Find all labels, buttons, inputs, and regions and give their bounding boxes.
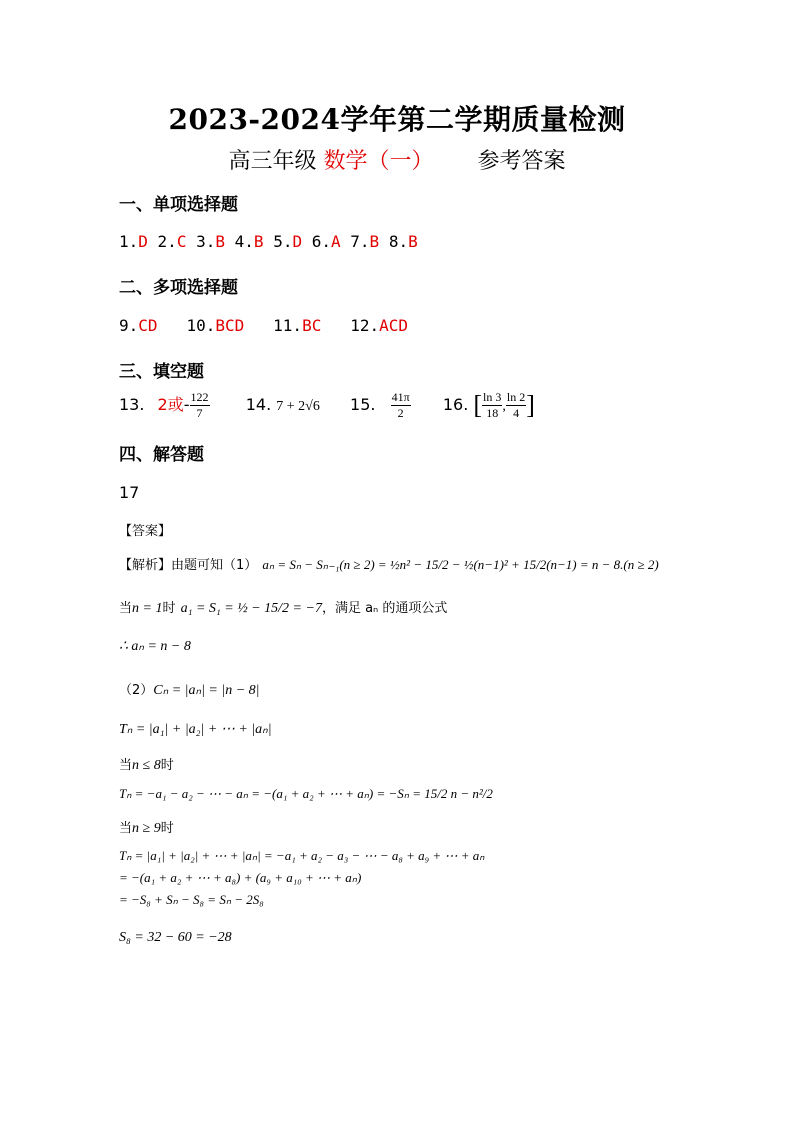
answer-key-label: 参考答案 <box>477 149 566 174</box>
q-num: 8. <box>388 232 409 251</box>
q-num: 2. <box>157 232 177 251</box>
q-answer: BC <box>302 316 322 335</box>
q13-num: 13. <box>119 395 145 414</box>
q13-answer: 2或 <box>157 395 184 414</box>
analysis-line-6: 当n ≤ 8时 <box>119 758 174 773</box>
q-answer: B <box>408 232 418 251</box>
q15-num: 15. <box>350 395 376 414</box>
analysis-line-10: = −(a₁ + a₂ + ⋯ + a₈) + (a₉ + a₁₀ + ⋯ + aₙ) <box>119 870 362 885</box>
section-solution: 四、解答题 <box>119 445 204 465</box>
analysis-line-7: Tₙ = −a₁ − a₂ − ⋯ − aₙ = −(a₁ + a₂ + ⋯ + aₙ) = −Sₙ = 15/2 n − n²/2 <box>119 786 493 801</box>
analysis-line-3: ∴ aₙ = n − 8 <box>119 639 191 654</box>
answer-label: 【答案】 <box>119 524 172 539</box>
q-num: 1. <box>119 232 139 251</box>
q-answer: B <box>215 232 225 251</box>
analysis-line-11: = −S₈ + Sₙ − S₈ = Sₙ − 2S₈ <box>119 892 264 907</box>
q-num: 7. <box>350 232 370 251</box>
q-answer: D <box>138 232 148 251</box>
q-num: 12. <box>350 316 380 335</box>
section-single-choice: 一、单项选择题 <box>119 195 238 215</box>
analysis-line-4: （2）Cₙ = |aₙ| = |n − 8| <box>119 683 260 698</box>
analysis-line-2: 当n = 1时 a₁ = S₁ = ½ − 15/2 = −7，满足 aₙ 的通项公式 <box>119 601 448 616</box>
q16-fraction-a: $\frac{\ln 3}{18}$ <box>483 390 502 420</box>
q17-number: 17 <box>119 483 140 502</box>
analysis-line-12: S₈ = 32 − 60 = −28 <box>119 930 232 945</box>
analysis-line-1: 【解析】由题可知（1） aₙ = Sₙ − Sₙ₋₁(n ≥ 2) = ½n² − 15/2 − ½(n−1)² + 15/2(n−1) = n − 8.(n ≥ 2) <box>119 557 659 573</box>
fill-blank-answers: 13. 2或- $\frac{122}{7}$ 14. 7 + 2√6 15. $\frac{41\pi}{2}$ 16. [ $\frac{\ln 3}{18}$ , $\frac{\ln 2}{4}$ ] <box>119 390 535 420</box>
analysis-line-5: Tₙ = |a₁| + |a₂| + ⋯ + |aₙ| <box>119 722 272 737</box>
q-num: 5. <box>273 232 293 251</box>
q-answer: D <box>292 232 303 251</box>
q14-answer: 7 + 2√6 <box>276 399 320 414</box>
analysis-label: 【解析】 <box>119 558 172 573</box>
multi-choice-answers <box>119 316 408 335</box>
page-title: 2023-2024学年第二学期质量检测 <box>168 103 626 136</box>
q13-fraction: $\frac{122}{7}$ <box>190 390 209 420</box>
q16-fraction-b: $\frac{\ln 2}{4}$ <box>506 390 526 420</box>
formula-an: aₙ = Sₙ − Sₙ₋₁(n ≥ 2) = ½n² − 15/2 − ½(n−1)² + 15/2(n−1) = n − 8.(n ≥ 2) <box>262 557 659 572</box>
q16-num: 16. <box>442 395 469 414</box>
page-subtitle <box>0 144 794 175</box>
section-multi-choice: 二、多项选择题 <box>119 278 238 298</box>
q15-fraction: $\frac{41\pi}{2}$ <box>391 390 410 420</box>
q-num: 3. <box>196 232 216 251</box>
analysis-line-9: Tₙ = |a₁| + |a₂| + ⋯ + |aₙ| = −a₁ + a₂ − a₃ − ⋯ − a₈ + a₉ + ⋯ + aₙ <box>119 848 485 863</box>
q-num: 9. <box>119 316 139 335</box>
q-answer: ACD <box>379 316 409 335</box>
analysis-line-8: 当n ≥ 9时 <box>119 821 174 836</box>
section-fill-blank: 三、填空题 <box>119 362 204 382</box>
subject-label: 数学（一） <box>323 149 434 174</box>
q-num: 4. <box>234 232 254 251</box>
q-num: 11. <box>273 316 303 335</box>
single-choice-answers <box>119 232 418 251</box>
q-answer: CD <box>138 316 158 335</box>
q-answer: A <box>331 232 341 251</box>
q-answer: B <box>369 232 380 251</box>
q-answer: BCD <box>215 316 245 335</box>
q-num: 6. <box>311 232 331 251</box>
q-answer: B <box>253 232 264 251</box>
grade-label: 高三年级 <box>228 149 317 174</box>
q-num: 10. <box>186 316 216 335</box>
q14-num: 14. <box>245 395 272 414</box>
q-answer: C <box>176 232 187 251</box>
